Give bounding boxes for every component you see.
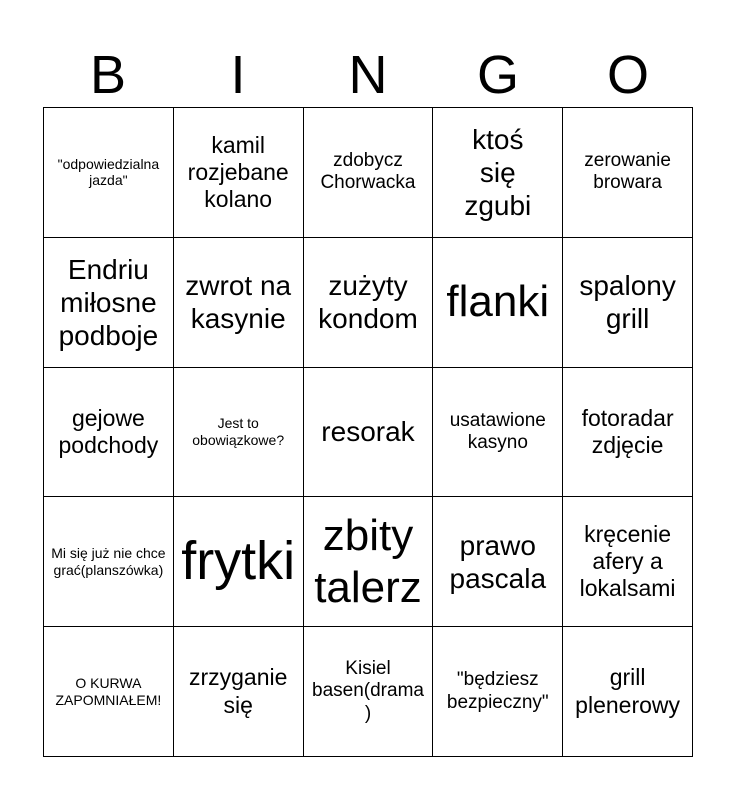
- cell-label: frytki: [181, 530, 296, 591]
- cell-label: usatawione kasyno: [449, 409, 546, 453]
- cell-label: grill plenerowy: [575, 664, 681, 718]
- bingo-cell[interactable]: [44, 108, 174, 238]
- bingo-cell[interactable]: [174, 627, 304, 757]
- bingo-cell[interactable]: [433, 627, 563, 757]
- bingo-cell[interactable]: [174, 497, 304, 627]
- header-letter-o: O: [606, 45, 649, 105]
- cell-label: resorak: [321, 416, 415, 448]
- bingo-cell[interactable]: [433, 368, 563, 498]
- cell-label: zwrot na kasynie: [185, 270, 292, 335]
- bingo-cell[interactable]: [44, 497, 174, 627]
- cell-label: kamil rozjebane kolano: [187, 131, 289, 212]
- cell-label: Endriu miłosne podboje: [58, 253, 159, 351]
- bingo-cell[interactable]: [44, 238, 174, 368]
- header-letter-g: G: [476, 45, 519, 105]
- bingo-cell[interactable]: [174, 238, 304, 368]
- cell-label: "będziesz bezpieczny": [446, 669, 549, 713]
- bingo-cell[interactable]: [304, 627, 434, 757]
- cell-label: spalony grill: [579, 270, 676, 335]
- bingo-cell[interactable]: [44, 627, 174, 757]
- cell-label: gejowe podchody: [58, 404, 159, 458]
- bingo-cell[interactable]: [174, 368, 304, 498]
- cell-label: zerowanie browara: [584, 149, 671, 194]
- cell-label: ktoś się zgubi: [464, 123, 532, 221]
- bingo-cell[interactable]: [563, 238, 693, 368]
- cell-label: zbity talerz: [314, 510, 422, 612]
- header-letter-i: I: [230, 45, 246, 105]
- header-letter-n: N: [348, 45, 388, 105]
- cell-label: "odpowiedzialna jazda": [57, 155, 160, 189]
- bingo-cell[interactable]: [304, 238, 434, 368]
- bingo-cell[interactable]: [174, 108, 304, 238]
- bingo-cell[interactable]: [563, 108, 693, 238]
- cell-label: flanki: [446, 277, 550, 327]
- header-letter-b: B: [89, 45, 127, 105]
- bingo-cell[interactable]: [304, 497, 434, 627]
- bingo-cell[interactable]: [304, 368, 434, 498]
- bingo-cell[interactable]: [433, 108, 563, 238]
- cell-label: zrzyganie się: [188, 664, 288, 718]
- bingo-cell[interactable]: [563, 497, 693, 627]
- bingo-cell[interactable]: [563, 627, 693, 757]
- bingo-cell[interactable]: [304, 108, 434, 238]
- bingo-cell[interactable]: [563, 368, 693, 498]
- cell-label: Jest to obowiązkowe?: [192, 415, 285, 448]
- cell-label: prawo pascala: [449, 529, 547, 594]
- bingo-cell[interactable]: [433, 238, 563, 368]
- cell-label: Kisiel basen(drama): [312, 657, 424, 724]
- cell-label: zdobycz Chorwacka: [320, 149, 416, 194]
- cell-label: kręcenie afery a lokalsami: [579, 521, 676, 602]
- bingo-cell[interactable]: [433, 497, 563, 627]
- bingo-grid: [43, 107, 693, 757]
- bingo-cell[interactable]: [44, 368, 174, 498]
- cell-label: fotoradar zdjęcie: [581, 404, 674, 458]
- cell-label: Mi się już nie chce grać(planszówka): [51, 545, 166, 578]
- cell-label: O KURWA ZAPOMNIAŁEM!: [55, 675, 162, 708]
- bingo-header: [43, 44, 693, 106]
- cell-label: zużyty kondom: [318, 270, 418, 335]
